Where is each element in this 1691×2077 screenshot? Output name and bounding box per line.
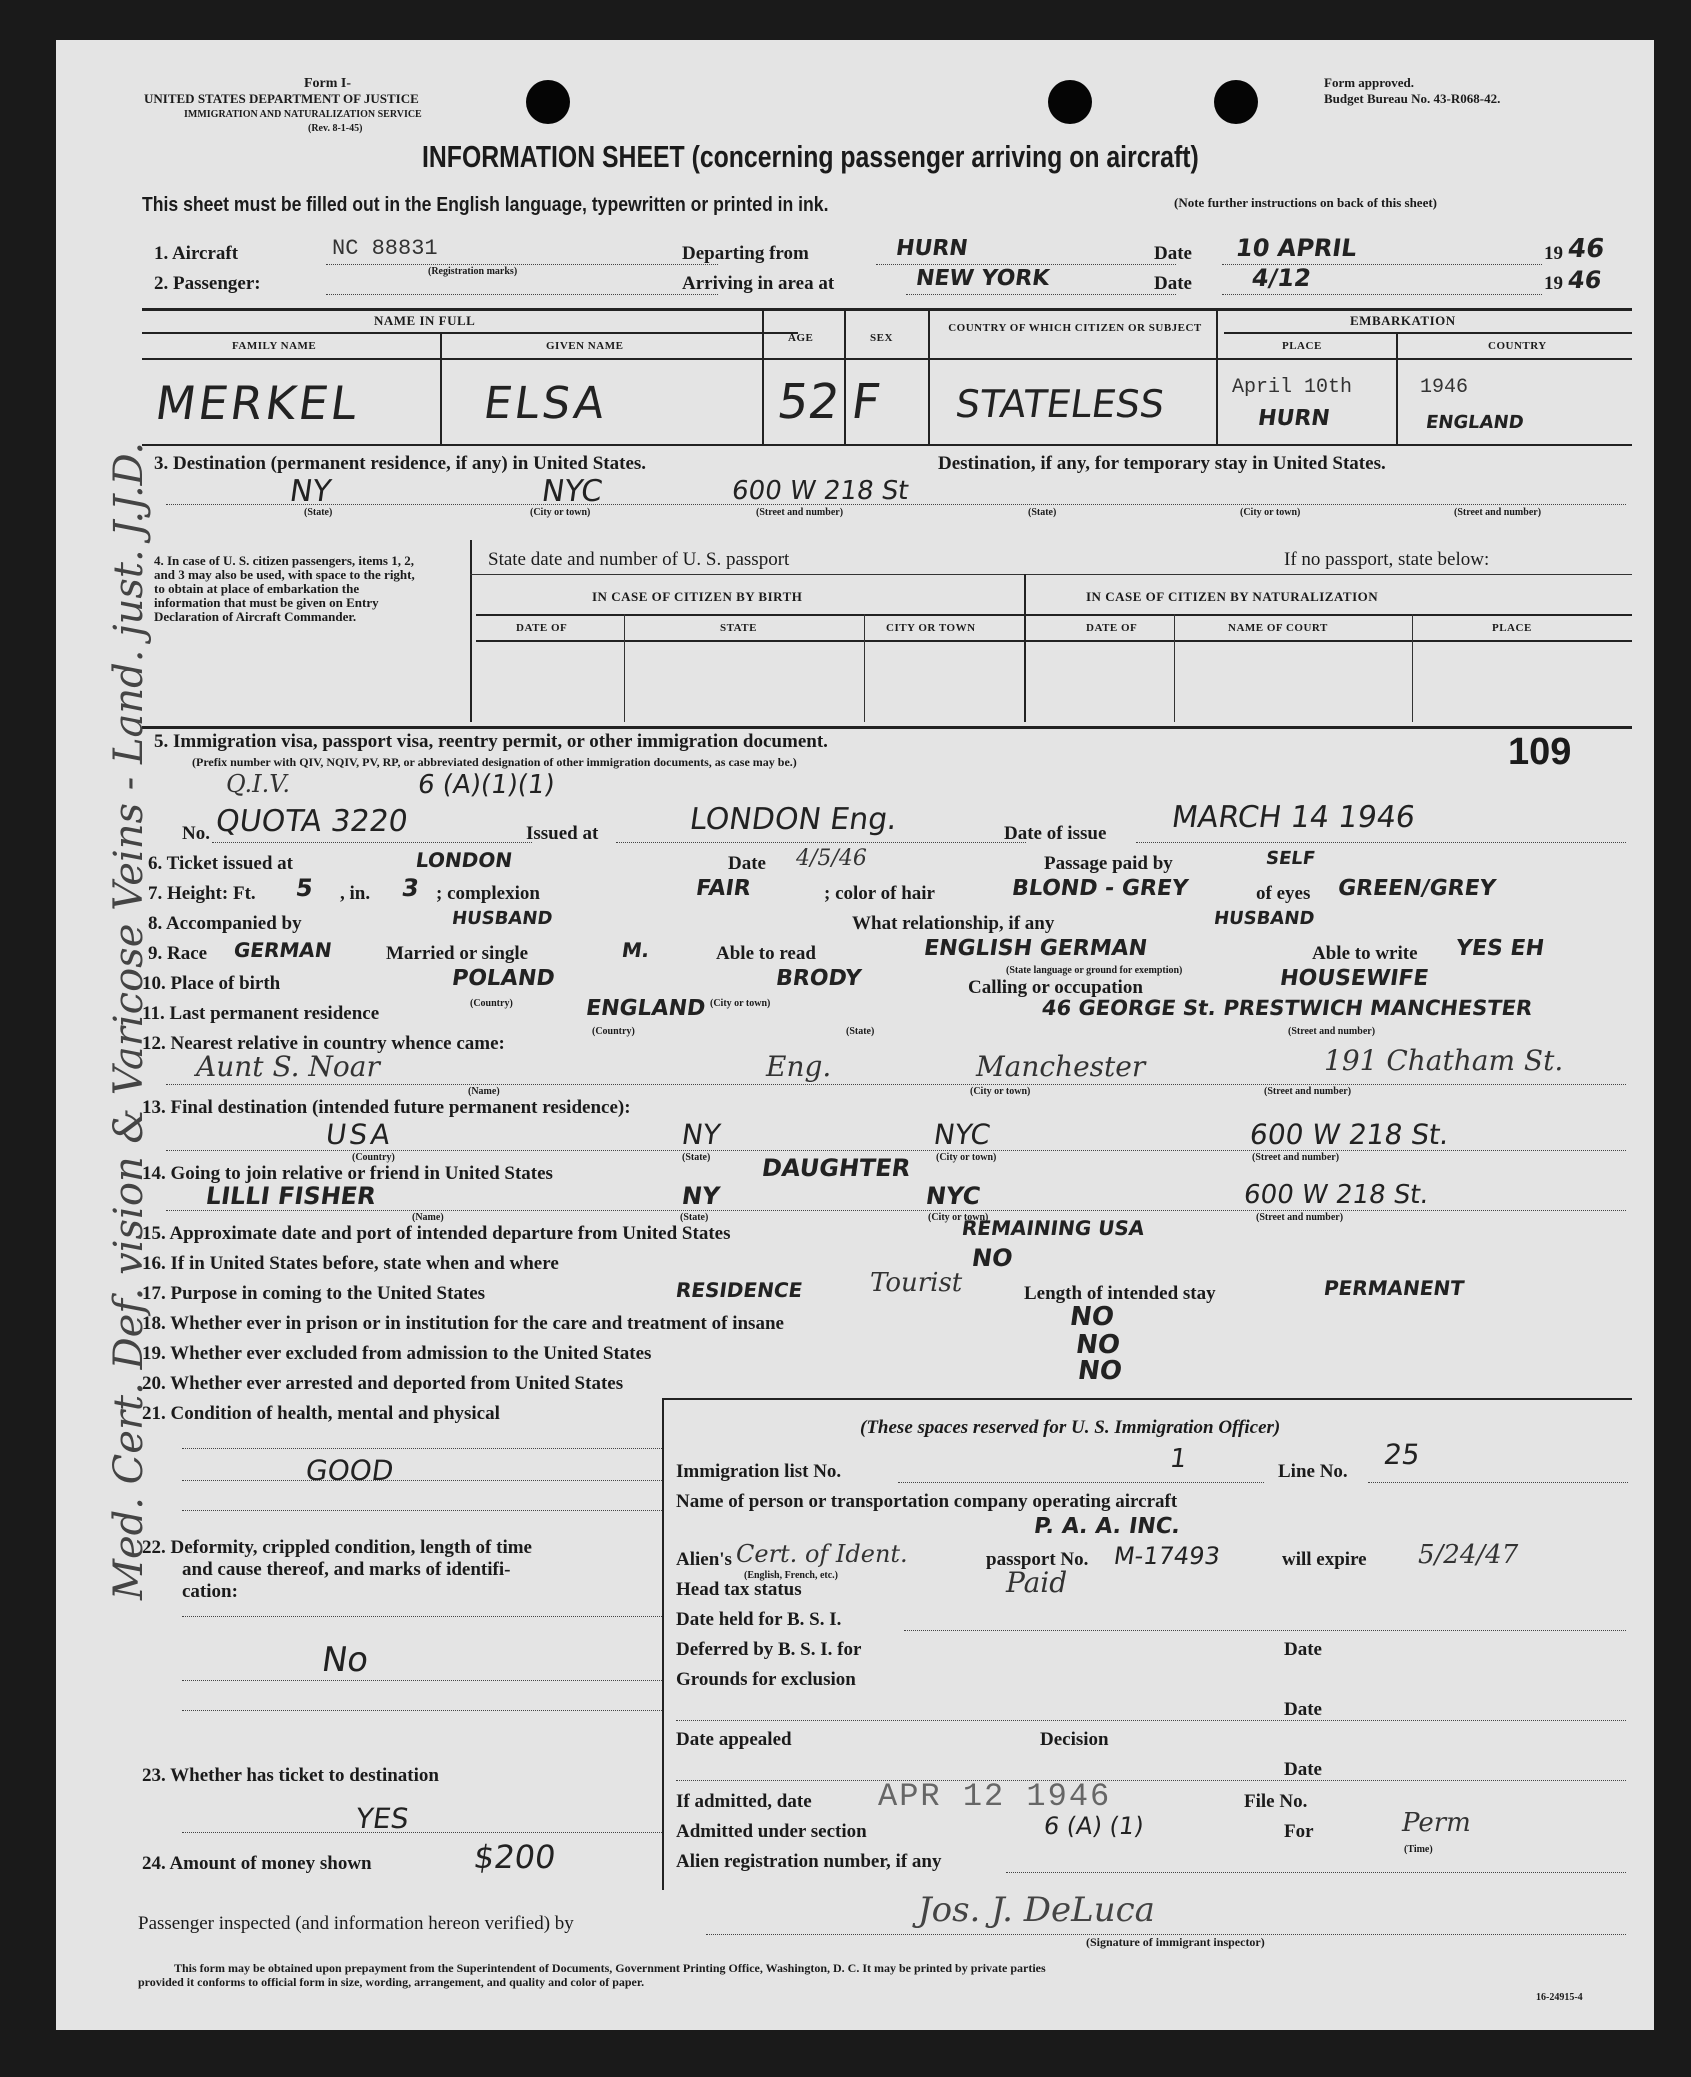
country-caption: (Country) (592, 1026, 635, 1037)
city-caption: (City or town) (936, 1152, 997, 1163)
decision-label: Decision (1040, 1729, 1109, 1750)
dotted-line (1368, 1482, 1628, 1483)
dotted-line (906, 294, 1176, 295)
table-rule (142, 444, 1632, 446)
visa-section: 6 (A)(1)(1) (415, 770, 557, 800)
city-caption: (City or town) (1240, 507, 1301, 518)
inspector-signature: Jos. J. DeLuca (918, 1890, 1155, 1930)
sheet-number: 109 (1508, 731, 1572, 773)
col-date2-header: DATE OF (1086, 622, 1138, 634)
operator: P. A. A. INC. (1032, 1514, 1182, 1539)
name-caption: (Name) (412, 1212, 444, 1223)
alien-passport-label: passport No. (986, 1549, 1089, 1570)
instruction: This sheet must be filled out in the English language, typewritten or printed in ink. (142, 194, 829, 216)
deferred-label: Deferred by B. S. I. for (676, 1639, 862, 1660)
height-in: 3 (400, 874, 421, 902)
given-name: ELSA (480, 378, 611, 429)
list-no: 1 (1167, 1444, 1189, 1474)
date-label: Date (1284, 1759, 1322, 1780)
col-date-header: DATE OF (516, 622, 568, 634)
dotted-line (676, 1720, 1626, 1721)
dotted-line (904, 1630, 1626, 1631)
relative-country: Eng. (766, 1050, 832, 1083)
year1-label: 19 (1544, 243, 1563, 264)
race: GERMAN (232, 938, 334, 962)
prison-label: 18. Whether ever in prison or in institution for the care and treatment of insane (142, 1313, 784, 1334)
street-caption: (Street and number) (1256, 1212, 1344, 1223)
sex: F (848, 374, 884, 430)
revision: (Rev. 8-1-45) (308, 123, 363, 134)
embark-date: April 10th (1232, 376, 1353, 399)
table-rule (476, 614, 1632, 616)
dotted-line (166, 1210, 1626, 1211)
year2-label: 19 (1544, 273, 1563, 294)
dest-state: NY (287, 474, 334, 509)
tax: Paid (1006, 1566, 1068, 1599)
table-rule (1224, 332, 1632, 334)
before: NO (970, 1244, 1015, 1272)
calling: HOUSEWIFE (1278, 966, 1431, 991)
join-state: NY (680, 1182, 722, 1210)
note: (Note further instructions on back of this sheet) (1174, 195, 1437, 210)
passage-paid: SELF (1264, 848, 1317, 869)
purpose: RESIDENCE (674, 1278, 804, 1302)
last-residence-label: 11. Last permanent residence (142, 1003, 380, 1024)
last-residence-street: 46 GEORGE St. PRESTWICH MANCHESTER (1040, 996, 1534, 1020)
ticket-label: 6. Ticket issued at (148, 853, 293, 874)
table-rule (928, 308, 930, 444)
purpose-2: Tourist (870, 1268, 963, 1298)
dotted-line (182, 1480, 662, 1481)
ticket-dest: YES (353, 1802, 411, 1835)
section-label: Admitted under section (676, 1821, 867, 1842)
aircraft-value: NC 88831 (332, 236, 438, 261)
family-name-header: FAMILY NAME (232, 340, 317, 352)
read-caption: (State language or ground for exemption) (1006, 965, 1183, 976)
final-street: 600 W 218 St. (1247, 1118, 1452, 1151)
street-caption: (Street and number) (1454, 507, 1542, 518)
embark-place: HURN (1256, 406, 1332, 431)
ticket-dest-label: 23. Whether has ticket to destination (142, 1765, 439, 1786)
join-relation: DAUGHTER (760, 1154, 913, 1182)
place-header: PLACE (1282, 340, 1322, 352)
dotted-line (182, 1510, 662, 1511)
dotted-line (1006, 1872, 1626, 1873)
state-caption: (State) (846, 1026, 875, 1037)
dest-city: NYC (539, 474, 605, 509)
for: Perm (1402, 1808, 1471, 1838)
age: 52 (774, 374, 844, 430)
read: ENGLISH GERMAN (922, 936, 1149, 961)
height-label: 7. Height: Ft. (148, 883, 256, 904)
dotted-line (898, 1482, 1264, 1483)
birth-country: POLAND (450, 966, 557, 991)
departing-label: Departing from (682, 243, 809, 264)
issued-at: LONDON Eng. (687, 802, 900, 837)
accompanied-label: 8. Accompanied by (148, 913, 302, 934)
dotted-line (212, 842, 532, 843)
birth-city: BRODY (774, 966, 863, 991)
stay-label: Length of intended stay (1024, 1283, 1216, 1304)
deformity-label-2: and cause thereof, and marks of identifi- (182, 1559, 511, 1580)
dotted-line (1222, 294, 1542, 295)
dotted-line (1136, 842, 1626, 843)
date-label: Date (1284, 1639, 1322, 1660)
visa-sub: (Prefix number with QIV, NQIV, PV, RP, or abbreviated designation of other immigration documents, as case may be.) (192, 755, 797, 769)
table-rule (470, 540, 472, 722)
dotted-line (182, 1680, 662, 1681)
list-label: Immigration list No. (676, 1461, 842, 1482)
prison: NO (1067, 1302, 1116, 1332)
deported: NO (1075, 1356, 1124, 1386)
read-label: Able to read (716, 943, 816, 964)
officer-box-rule (662, 1398, 664, 1890)
col-place-header: PLACE (1492, 622, 1532, 634)
citizen-header: COUNTRY OF WHICH CITIZEN OR SUBJECT (948, 322, 1202, 334)
dest-street: 600 W 218 St (729, 476, 911, 506)
issue-date: MARCH 14 1946 (1169, 800, 1418, 835)
budget-bureau: Budget Bureau No. 43-R068-42. (1324, 91, 1501, 106)
deformity-label-3: cation: (182, 1581, 238, 1602)
dotted-line (182, 1710, 662, 1711)
signature-caption: (Signature of immigrant inspector) (1086, 1935, 1265, 1949)
state-caption: (State) (680, 1212, 709, 1223)
visa-qiv: Q.I.V. (226, 770, 290, 798)
form-code: 16-24915-4 (1536, 1992, 1583, 2003)
accompanied: HUSBAND (450, 908, 554, 929)
country-caption: (Country) (352, 1152, 395, 1163)
table-rule (1024, 574, 1026, 722)
col-state-header: STATE (720, 622, 757, 634)
street-caption: (Street and number) (1288, 1026, 1376, 1037)
table-rule (440, 332, 442, 444)
deformity-label-1: 22. Deformity, crippled condition, length of time (142, 1537, 532, 1558)
time-caption: (Time) (1404, 1844, 1433, 1855)
department: UNITED STATES DEPARTMENT OF JUSTICE (144, 91, 419, 106)
final-state: NY (679, 1118, 723, 1151)
street-caption: (Street and number) (1252, 1152, 1340, 1163)
margin-note: Med. Cert. Def. vision & Varicose Veins - Land. just. J.J.D. (106, 441, 152, 1600)
married: M. (620, 938, 652, 962)
name-caption: (Name) (468, 1086, 500, 1097)
join-relative-label: 14. Going to join relative or friend in United States (142, 1163, 553, 1184)
embark-year: 1946 (1420, 376, 1469, 399)
ticket-issued-at: LONDON (414, 848, 514, 872)
table-rule (1216, 308, 1218, 444)
punch-hole (1214, 80, 1258, 124)
alien-passport: M-17493 (1112, 1542, 1222, 1570)
citizen-note: 4. In case of U. S. citizen passengers, items 1, 2, and 3 may also be used, with space to the right, to obtain at place of embarkation the information that must be given on Entry Declaration of Aircraft Commander. (154, 553, 415, 624)
aircraft-label: 1. Aircraft (154, 243, 239, 264)
admitted-label: If admitted, date (676, 1791, 812, 1812)
dotted-line (166, 1150, 1626, 1151)
inspected-label: Passenger inspected (and information hereon verified) by (138, 1913, 574, 1934)
date2-label: Date (1154, 273, 1192, 294)
married-label: Married or single (386, 943, 529, 964)
departing-value: HURN (894, 236, 970, 261)
final-city: NYC (931, 1118, 993, 1151)
dotted-line (182, 1832, 662, 1833)
officer-header: (These spaces reserved for U. S. Immigration Officer) (860, 1417, 1281, 1438)
embark-country: ENGLAND (1424, 412, 1526, 433)
issued-at-label: Issued at (526, 823, 599, 844)
dotted-line (326, 294, 718, 295)
col-court-header: NAME OF COURT (1228, 622, 1328, 634)
passport-label: State date and number of U. S. passport (488, 549, 790, 570)
form-number: Form I- (304, 76, 352, 91)
money: $200 (471, 1838, 559, 1876)
admitted-stamp: APR 12 1946 (878, 1778, 1112, 1815)
complexion-label: ; complexion (436, 883, 540, 904)
table-rule (142, 332, 798, 334)
date1-label: Date (1154, 243, 1192, 264)
issue-date-label: Date of issue (1004, 823, 1107, 844)
registration-caption: (Registration marks) (428, 266, 518, 277)
join-city: NYC (924, 1182, 983, 1210)
grounds-label: Grounds for exclusion (676, 1669, 856, 1690)
table-rule (1412, 614, 1413, 722)
sex-header: SEX (870, 332, 893, 344)
deported-label: 20. Whether ever arrested and deported from United States (142, 1373, 624, 1394)
final-country: USA (323, 1118, 396, 1151)
family-name: MERKEL (152, 376, 364, 430)
temp-destination-label: Destination, if any, for temporary stay in United States. (938, 453, 1386, 474)
dotted-line (182, 1616, 662, 1617)
city-caption: (City or town) (970, 1086, 1031, 1097)
table-rule (476, 640, 1632, 642)
registration-label: Alien registration number, if any (676, 1851, 942, 1872)
information-sheet (56, 40, 1654, 2030)
line-label: Line No. (1278, 1461, 1348, 1482)
write: YES EH (1454, 936, 1546, 961)
visa-label: 5. Immigration visa, passport visa, reentry permit, or other immigration document. (154, 731, 828, 752)
table-rule (142, 358, 1632, 360)
join-name: LILLI FISHER (204, 1182, 378, 1210)
operator-label: Name of person or transportation company operating aircraft (676, 1491, 1178, 1512)
ticket-date-label: Date (728, 853, 766, 874)
expire: 5/24/47 (1418, 1540, 1519, 1570)
date1-value: 10 APRIL (1234, 234, 1359, 262)
calling-label: Calling or occupation (968, 977, 1143, 998)
officer-box-rule (662, 1398, 1632, 1400)
relative-name: Aunt S. Noar (196, 1050, 380, 1083)
alien-label: Alien's (676, 1549, 732, 1570)
naturalization-header: IN CASE OF CITIZEN BY NATURALIZATION (1086, 589, 1379, 604)
dotted-line (166, 1084, 1626, 1085)
health-label: 21. Condition of health, mental and physical (142, 1403, 500, 1424)
birth-label: 10. Place of birth (142, 973, 281, 994)
name-in-full-header: NAME IN FULL (374, 313, 476, 328)
dotted-line (166, 504, 1626, 505)
before-label: 16. If in United States before, state when and where (142, 1253, 559, 1274)
purpose-label: 17. Purpose in coming to the United States (142, 1283, 486, 1304)
line-no: 25 (1381, 1438, 1422, 1471)
table-rule (624, 614, 625, 722)
arriving-value: NEW YORK (914, 266, 1051, 291)
punch-hole (526, 80, 570, 124)
city-caption: (City or town) (530, 507, 591, 518)
country-caption: (Country) (470, 998, 513, 1009)
for-label: For (1284, 1821, 1314, 1842)
hair: BLOND - GREY (1010, 876, 1190, 901)
last-residence-country: ENGLAND (584, 996, 707, 1021)
date-label: Date (1284, 1699, 1322, 1720)
appealed-label: Date appealed (676, 1729, 792, 1750)
table-rule (844, 308, 846, 444)
tax-label: Head tax status (676, 1579, 802, 1600)
departure-label: 15. Approximate date and port of intended departure from United States (142, 1223, 731, 1244)
table-rule (1396, 332, 1398, 444)
race-label: 9. Race (148, 943, 208, 964)
col-city-header: CITY OR TOWN (886, 622, 976, 634)
section: 6 (A) (1) (1042, 1812, 1146, 1840)
page-title: INFORMATION SHEET (concerning passenger arriving on aircraft) (422, 139, 1199, 174)
passenger-label: 2. Passenger: (154, 273, 261, 294)
hair-label: ; color of hair (824, 883, 935, 904)
city-caption: (City or town) (928, 1212, 989, 1223)
relative-label: 12. Nearest relative in country whence came: (142, 1033, 505, 1054)
join-street: 600 W 218 St. (1241, 1180, 1431, 1210)
city-caption: (City or town) (710, 998, 771, 1009)
no-passport-label: If no passport, state below: (1284, 549, 1490, 570)
table-rule (470, 574, 1632, 575)
table-rule (142, 308, 1632, 311)
state-caption: (State) (304, 507, 333, 518)
arriving-label: Arriving in area at (682, 273, 835, 294)
expire-label: will expire (1282, 1549, 1367, 1570)
date2-value: 4/12 (1250, 264, 1313, 292)
birth-header: IN CASE OF CITIZEN BY BIRTH (592, 589, 803, 604)
embarkation-header: EMBARKATION (1350, 313, 1456, 328)
country-header: COUNTRY (1488, 340, 1547, 352)
complexion: FAIR (694, 876, 753, 901)
destination-label: 3. Destination (permanent residence, if any) in United States. (154, 453, 647, 474)
given-name-header: GIVEN NAME (546, 340, 624, 352)
file-label: File No. (1244, 1791, 1308, 1812)
alien-caption: (English, French, etc.) (744, 1570, 838, 1581)
citizenship: STATELESS (952, 382, 1168, 426)
write-label: Able to write (1312, 943, 1418, 964)
excluded-label: 19. Whether ever excluded from admission to the United States (142, 1343, 652, 1364)
street-caption: (Street and number) (1264, 1086, 1352, 1097)
relative-city: Manchester (976, 1050, 1146, 1083)
visa-no-label: No. (182, 823, 210, 844)
relationship-label: What relationship, if any (852, 913, 1055, 934)
table-rule (1174, 614, 1175, 722)
state-caption: (State) (1028, 507, 1057, 518)
state-caption: (State) (682, 1152, 711, 1163)
year2-value: 46 (1566, 266, 1604, 294)
eyes-label: of eyes (1256, 883, 1311, 904)
form-approved: Form approved. (1324, 75, 1415, 90)
visa-number: QUOTA 3220 (213, 804, 411, 839)
alien-doc: Cert. of Ident. (736, 1540, 908, 1568)
bsi-label: Date held for B. S. I. (676, 1609, 842, 1630)
table-rule (142, 726, 1632, 729)
money-label: 24. Amount of money shown (142, 1853, 372, 1874)
dotted-line (616, 842, 1026, 843)
street-caption: (Street and number) (756, 507, 844, 518)
excluded: NO (1073, 1330, 1122, 1360)
dotted-line (326, 264, 718, 265)
eyes: GREEN/GREY (1336, 876, 1498, 901)
dotted-line (876, 264, 1176, 265)
relationship: HUSBAND (1212, 908, 1316, 929)
relative-street: 191 Chatham St. (1324, 1044, 1564, 1077)
year1-value: 46 (1565, 234, 1607, 264)
fine-print-1: This form may be obtained upon prepayment from the Superintendent of Documents, Government Printing Office, Washington, D. C. It may be printed by private parties (174, 1961, 1046, 1975)
stay: PERMANENT (1322, 1276, 1466, 1300)
ticket-date: 4/5/46 (796, 846, 867, 871)
age-header: AGE (788, 332, 814, 344)
passage-paid-label: Passage paid by (1044, 853, 1173, 874)
final-destination-label: 13. Final destination (intended future permanent residence): (142, 1097, 631, 1118)
health: GOOD (303, 1454, 396, 1487)
departure: REMAINING USA (960, 1216, 1146, 1240)
table-rule (864, 614, 865, 722)
height-in-label: , in. (340, 883, 371, 904)
table-rule (762, 308, 764, 444)
dotted-line (182, 1448, 662, 1449)
fine-print-2: provided it conforms to official form in size, wording, arrangement, and quality and color of paper. (138, 1975, 645, 1989)
height-ft: 5 (294, 874, 315, 902)
punch-hole (1048, 80, 1092, 124)
service: IMMIGRATION AND NATURALIZATION SERVICE (184, 109, 422, 120)
deformity: No (319, 1640, 372, 1680)
dotted-line (676, 1780, 1626, 1781)
